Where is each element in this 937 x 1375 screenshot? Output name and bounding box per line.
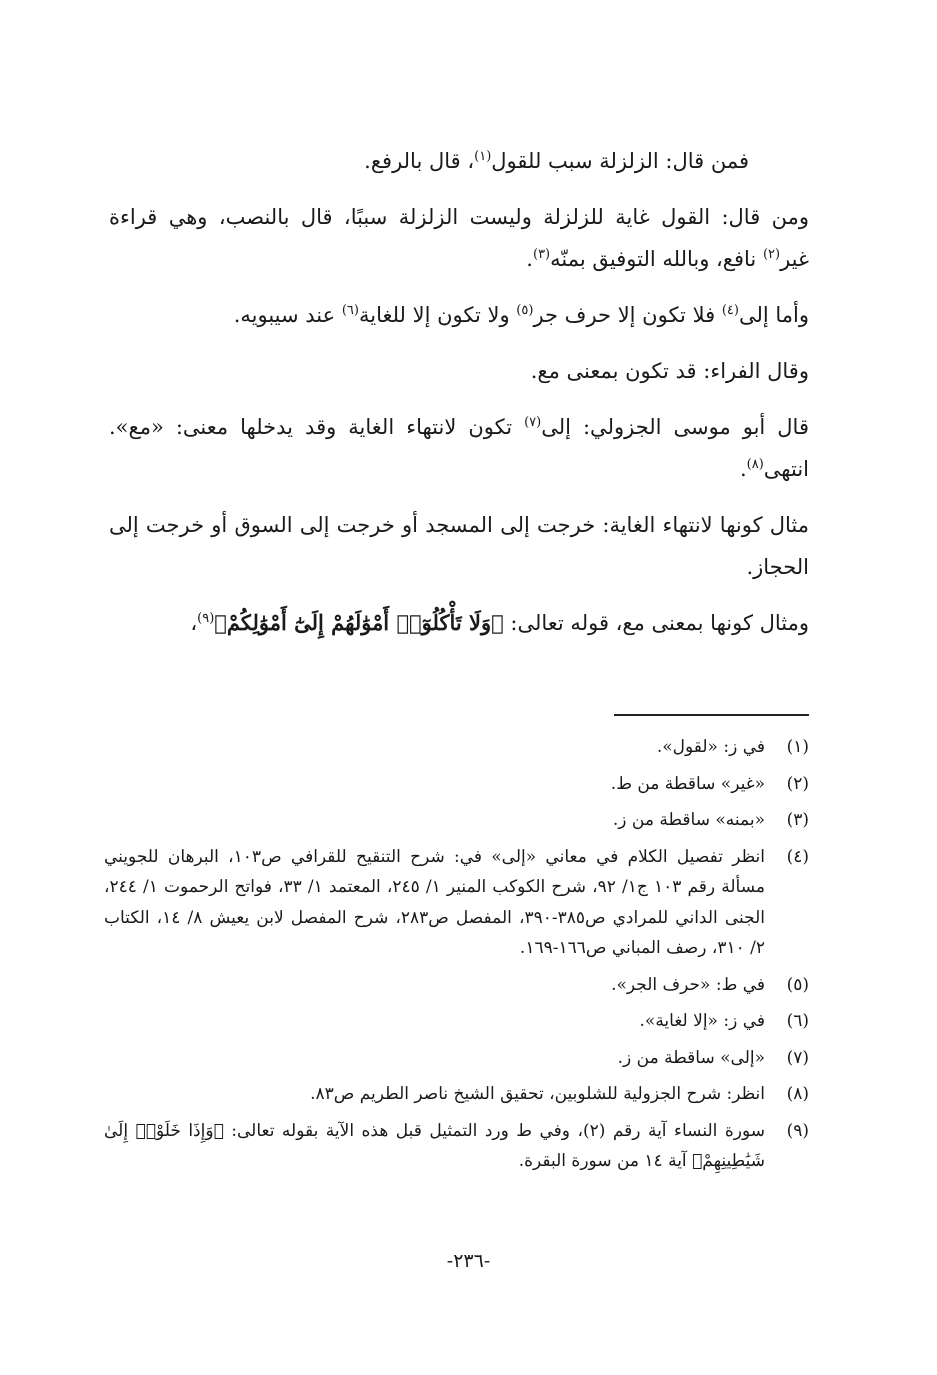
footnote-text: انظر تفصيل الكلام في معاني «إلى» في: شرح التنقيح للقرافي ص١٠٣، البرهان للجويني مسألة رقم ١٠٣ ج١/ ٩٢، شرح الكوكب المنير ١/ ٢٤٥، المعتمد ١/ ٣٣، فواتح الرحموت ١/ ٢٤٤، الجنى الداني للمرادي ص٣٨٥-٣٩٠، المفصل ص٢٨٣، شرح المفصل لابن يعيش ٨/ ١٤، الكتاب ٢/ ٣١٠، رصف المباني ص١٦٦-١٦٩.: [104, 846, 766, 958]
footnote-ref-2[interactable]: (٢): [762, 247, 781, 262]
footnote-text: في ط: «حرف الجر».: [611, 974, 765, 995]
text-run: فمن قال: الزلزلة سبب للقول: [491, 149, 749, 173]
footnote-number: (٤): [786, 846, 809, 867]
footnote-5: [104, 970, 809, 1001]
footnote-ref-7[interactable]: (٧): [524, 415, 542, 430]
footnote-text: «إلى» ساقطة من ز.: [617, 1047, 765, 1068]
text-run: ، قال بالرفع.: [364, 149, 475, 173]
text-run: .: [739, 457, 747, 481]
footnote-number: (٥): [786, 974, 809, 995]
text-run: وأما إلى: [738, 303, 809, 327]
footnote-text: في ز: «لقول».: [656, 737, 765, 757]
footnote-ref-1[interactable]: (١): [474, 149, 492, 164]
text-run: .: [526, 247, 533, 271]
footnote-ref-9[interactable]: (٩): [197, 611, 215, 626]
text-run: نافع، وبالله التوفيق بمنّه: [550, 247, 763, 271]
text-run: عند سيبويه.: [233, 303, 342, 327]
footnote-1: [104, 732, 809, 763]
footnote-text: انظر: شرح الجزولية للشلوبين، تحقيق الشيخ ناصر الطريم ص٨٣.: [310, 1084, 765, 1104]
paragraph-6: [109, 504, 809, 588]
footnote-9: [104, 1116, 809, 1177]
footnote-number: (٦): [786, 1011, 809, 1031]
footnote-number: (٩): [786, 1120, 809, 1141]
text-run: ومن قال: القول غاية للزلزلة وليست الزلزلة سببًا، قال بالنصب، وهي قراءة غير: [109, 205, 809, 271]
footnote-number: (٢): [786, 773, 809, 794]
footnote-text: «غير» ساقطة من ط.: [610, 773, 765, 794]
main-text: [109, 140, 809, 658]
footnote-number: (١): [786, 737, 809, 757]
footnote-8: [104, 1079, 809, 1110]
footnote-ref-3[interactable]: (٣): [532, 247, 551, 262]
footnote-6: [104, 1006, 809, 1037]
footnote-3: [104, 805, 809, 836]
footnote-2: [104, 769, 809, 800]
footnote-number: (٨): [786, 1084, 809, 1104]
paragraph-7: [109, 602, 809, 644]
footnote-7: [104, 1043, 809, 1074]
footnote-text: «بمنه» ساقطة من ز.: [612, 810, 765, 830]
paragraph-1: [109, 140, 809, 182]
text-run: ،: [190, 611, 198, 635]
quran-verse: ﴿وَلَا تَأْكُلُوٓا۟ أَمْوَٰلَهُمْ إِلَىٰٓ أَمْوَٰلِكُمْ﴾: [214, 610, 504, 635]
footnote-text: في ز: «إلا لغاية».: [639, 1011, 765, 1031]
paragraph-4: [109, 350, 809, 392]
page-number: -٢٣٦-: [446, 1250, 491, 1272]
footnote-number: (٧): [786, 1047, 809, 1068]
footnotes-list: [104, 732, 809, 1183]
footnote-separator: [614, 714, 809, 716]
paragraph-5: [109, 406, 809, 490]
text-run: وقال الفراء: قد تكون بمعنى مع.: [530, 359, 809, 383]
text-run: فلا تكون إلا حرف جر: [533, 303, 722, 327]
footnote-text: سورة النساء آية رقم (٢)، وفي ط ورد التمثيل قبل هذه الآية بقوله تعالى: ﴿وَإِذَا خَلَوْا۟ إِلَىٰ شَيَٰطِينِهِمْ﴾ آية ١٤ من سورة البقرة.: [104, 1120, 765, 1171]
footnote-ref-8[interactable]: (٨): [746, 457, 764, 472]
paragraph-3: [109, 294, 809, 336]
footnote-number: (٣): [786, 810, 809, 830]
text-run: مثال كونها لانتهاء الغاية: خرجت إلى المسجد أو خرجت إلى السوق أو خرجت إلى الحجاز.: [109, 513, 809, 579]
paragraph-2: [109, 196, 809, 280]
footnote-ref-4[interactable]: (٤): [721, 303, 739, 318]
text-run: قال أبو موسى الجزولي: إلى: [541, 415, 809, 439]
footnote-ref-6[interactable]: (٦): [341, 303, 359, 318]
text-run: تكون لانتهاء الغاية وقد يدخلها معنى: «مع». انتهى: [109, 415, 809, 481]
footnote-4: [104, 842, 809, 964]
text-run: ومثال كونها بمعنى مع، قوله تعالى:: [503, 611, 809, 635]
footnote-ref-5[interactable]: (٥): [516, 303, 534, 318]
text-run: ولا تكون إلا للغاية: [358, 303, 517, 327]
